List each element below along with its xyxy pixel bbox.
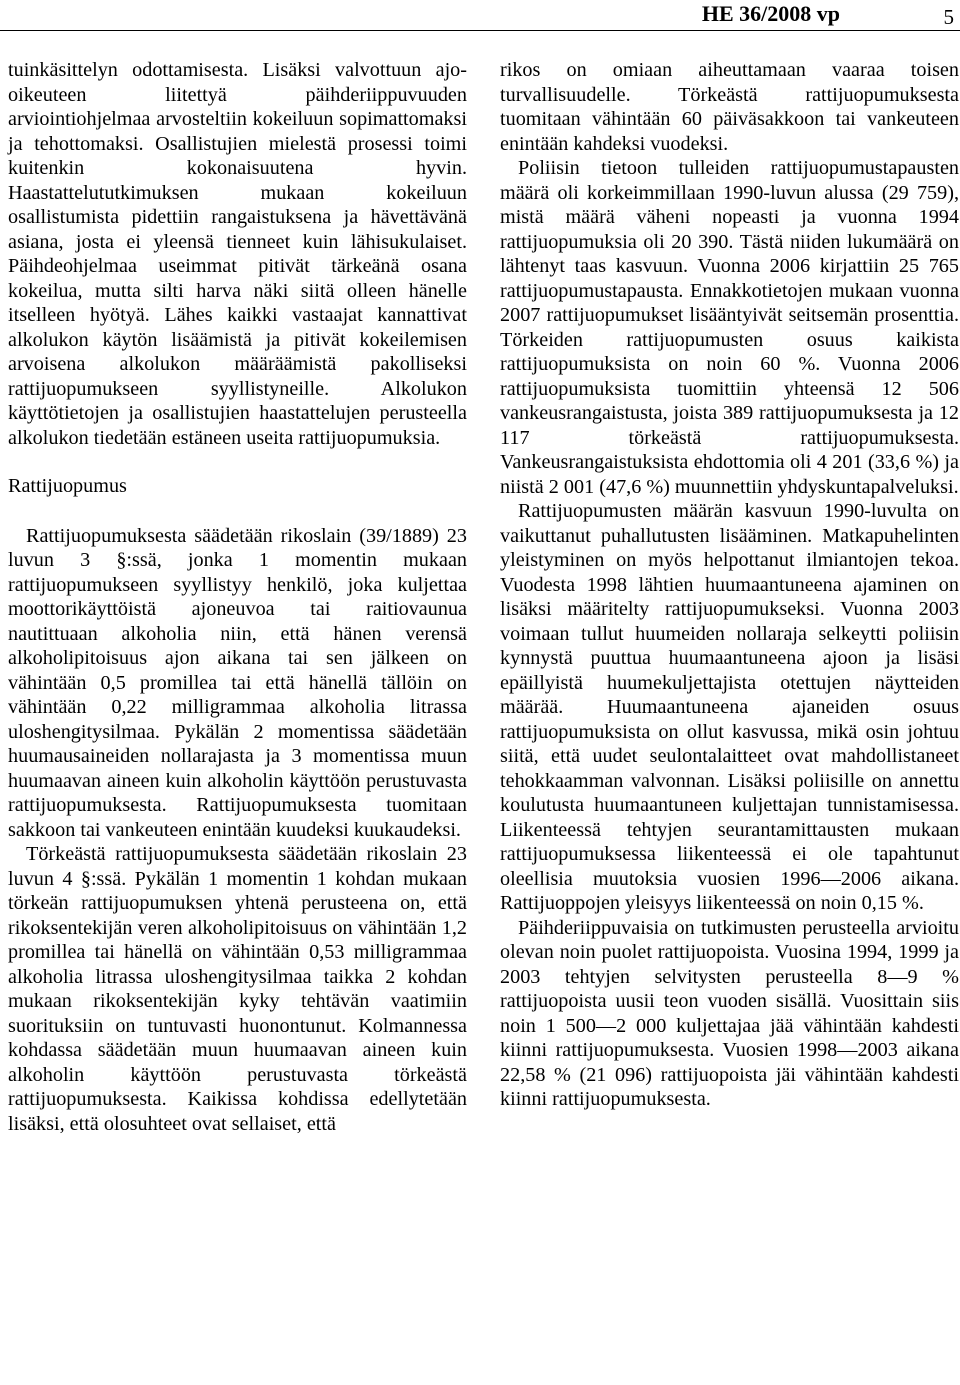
header-rule <box>0 30 960 31</box>
paragraph-left-3: Törkeästä rattijuopumuksesta säädetään rikoslain 23 luvun 4 §:ssä. Pykälän 1 momentin 1 kohdan mukaan törkeän rattijuopumuksen yhtenä perusteena on, että rikoksentekijän veren alkoholipitoisuus on vähintään 1,2 promillea tai hänellä on vähintään 0,53 milligrammaa alkoholia litrassa uloshengitysilmaa taikka 2 kohdan mukaan rikoksentekijän kyky tehtävän vaatimiin suorituksiin on tuntuvasti huonontunut. Kolmannessa kohdassa säädetään muun huumaavan aineen kuin alkoholin käyttöön perustuvasta törkeästä rattijuopumuksesta. Kaikissa kohdissa edellytetään lisäksi, että olosuhteet ovat sellaiset, että <box>8 843 467 1135</box>
paragraph-right-3: Rattijuopumusten määrän kasvuun 1990-luvulta on vaikuttanut puhallutusten lisääminen. Matkapuhelinten yleistyminen on myös helpottanut ilmiantojen tekoa. Vuodesta 1998 lähtien huumaantuneena ajaminen on lisäksi määritelty rattijuopumukseksi. Vuonna 2003 voimaan tullut huumeiden nollaraja selkeytti poliisin kynnystä puuttua huumaantuneena ajoon ja lisäsi epäillyistä huumekuljettajista otettujen näytteiden määrää. Huumaantuneena ajaneiden osuus rattijuopumuksista on ollut kasvussa, mikä osin johtuu siitä, että uudet seulontalaitteet ovat mahdollistaneet tehokkaamman valvonnan. Lisäksi poliisille on annettu koulutusta huumaantuneen kuljettajan tunnistamisessa. Liikenteessä tehtyjen seurantamittausten mukaan rattijuopumuksessa liikenteessä ei ole tapahtunut oleellisia muutoksia vuosien 1996—2006 aikana. Rattijuoppojen yleisyys liikenteessä on noin 0,15 %. <box>500 500 959 914</box>
section-heading-rattijuopumus: Rattijuopumus <box>8 475 127 497</box>
page-header <box>0 0 960 36</box>
paragraph-right-4: Päihderiippuvaisia on tutkimusten perusteella arvioitu olevan noin puolet rattijuopoista. Vuosina 1994, 1999 ja 2003 tehtyjen selvitysten perusteella 8—9 % rattijuopoista uusii teon vuoden sisällä. Vuosittain siis noin 1 500—2 000 kuljettajaa jää vähintään kahdesti kiinni rattijuopumuksesta. Vuosien 1998—2003 aikana 22,58 % (21 096) rattijuopoista jäi vähintään kahdesti kiinni rattijuopumuksesta. <box>500 916 959 1110</box>
paragraph-left-2: Rattijuopumuksesta säädetään rikoslain (39/1889) 23 luvun 3 §:ssä, jonka 1 momentin mukaan rattijuopumukseen syyllistyy henkilö, joka kuljettaa moottorikäyttöistä ajoneuvoa tai raitiovaunua nautittuaan alkoholia niin, että hänen verensä alkoholipitoisuus ajon aikana tai sen jälkeen on vähintään 0,5 promillea tai että hänellä tällöin on vähintään 0,22 milligrammaa alkoholia litrassa uloshengitysilmaa. Pykälän 2 momentissa säädetään huumausaineiden nollarajasta ja 3 momentissa muun huumaavan aineen kuin alkoholin käyttöön perustuvasta rattijuopumuksesta. Rattijuopumuksesta tuomitaan sakkoon tai vankeuteen enintään kuudeksi kuukaudeksi. <box>8 524 467 841</box>
document-id: HE 36/2008 vp <box>701 1 840 26</box>
right-column <box>500 58 959 1112</box>
paragraph-right-2: Poliisin tietoon tulleiden rattijuopumustapausten määrä oli korkeimmillaan 1990-luvun alussa (29 759), mistä määrä väheni nopeasti ja vuonna 1994 rattijuopumuksia oli 20 390. Tästä niiden lukumäärä on lähtenyt taas kasvuun. Vuonna 2006 kirjattiin 25 765 rattijuopumustapausta. Ennakkotietojen mukaan vuonna 2007 rattijuopumukset lisääntyivät seitsemän prosenttia. Törkeiden rattijuopumusten osuus kaikista rattijuopumuksista on noin 60 %. Vuonna 2006 rattijuopumuksista tuomittiin yhteensä 12 506 vankeusrangaistusta, joista 389 rattijuopumuksesta ja 12 117 törkeästä rattijuopumuksesta. Vankeusrangaistuksista ehdottomia oli 4 201 (33,6 %) ja niistä 2 001 (47,6 %) muunnettiin yhdyskuntapalveluksi. <box>500 157 959 498</box>
left-column <box>8 58 467 1136</box>
paragraph-left-1: tuinkäsittelyn odottamisesta. Lisäksi valvottuun ajo-oikeuteen liitettyä päihderiippuvuuden arviointiohjelmaa arvosteltiin kokeiluun sopimattomaksi ja tehottomaksi. Osallistujien mielestä prosessi toimi kuitenkin kokonaisuutena hyvin. Haastattelututkimuksen mukaan kokeiluun osallistumista pidettiin rangaistuksena ja hävettävänä asiana, josta ei yleensä tienneet kuin lähisukulaiset. Päihdeohjelmaa useimmat pitivät tärkeänä osana kokeilua, mutta silti harva näki siitä olleen hänelle itselleen hyötyä. Lähes kaikki vastaajat kannattivat alkolukon käytön lisäämistä ja pitivät kokeilemisen arvoisena alkolukon määräämistä pakolliseksi rattijuopumukseen syyllistyneille. Alkolukon käyttötietojen ja osallistujien haastattelujen perusteella alkolukon tiedetään estäneen useita rattijuopumuksia. <box>8 59 467 449</box>
paragraph-right-1: rikos on omiaan aiheuttamaan vaaraa toisen turvallisuudelle. Törkeästä rattijuopumuksesta tuomitaan vähintään 60 päiväsakkoon tai vankeuteen enintään kahdeksi vuodeksi. <box>500 59 959 155</box>
page-number: 5 <box>943 5 954 29</box>
